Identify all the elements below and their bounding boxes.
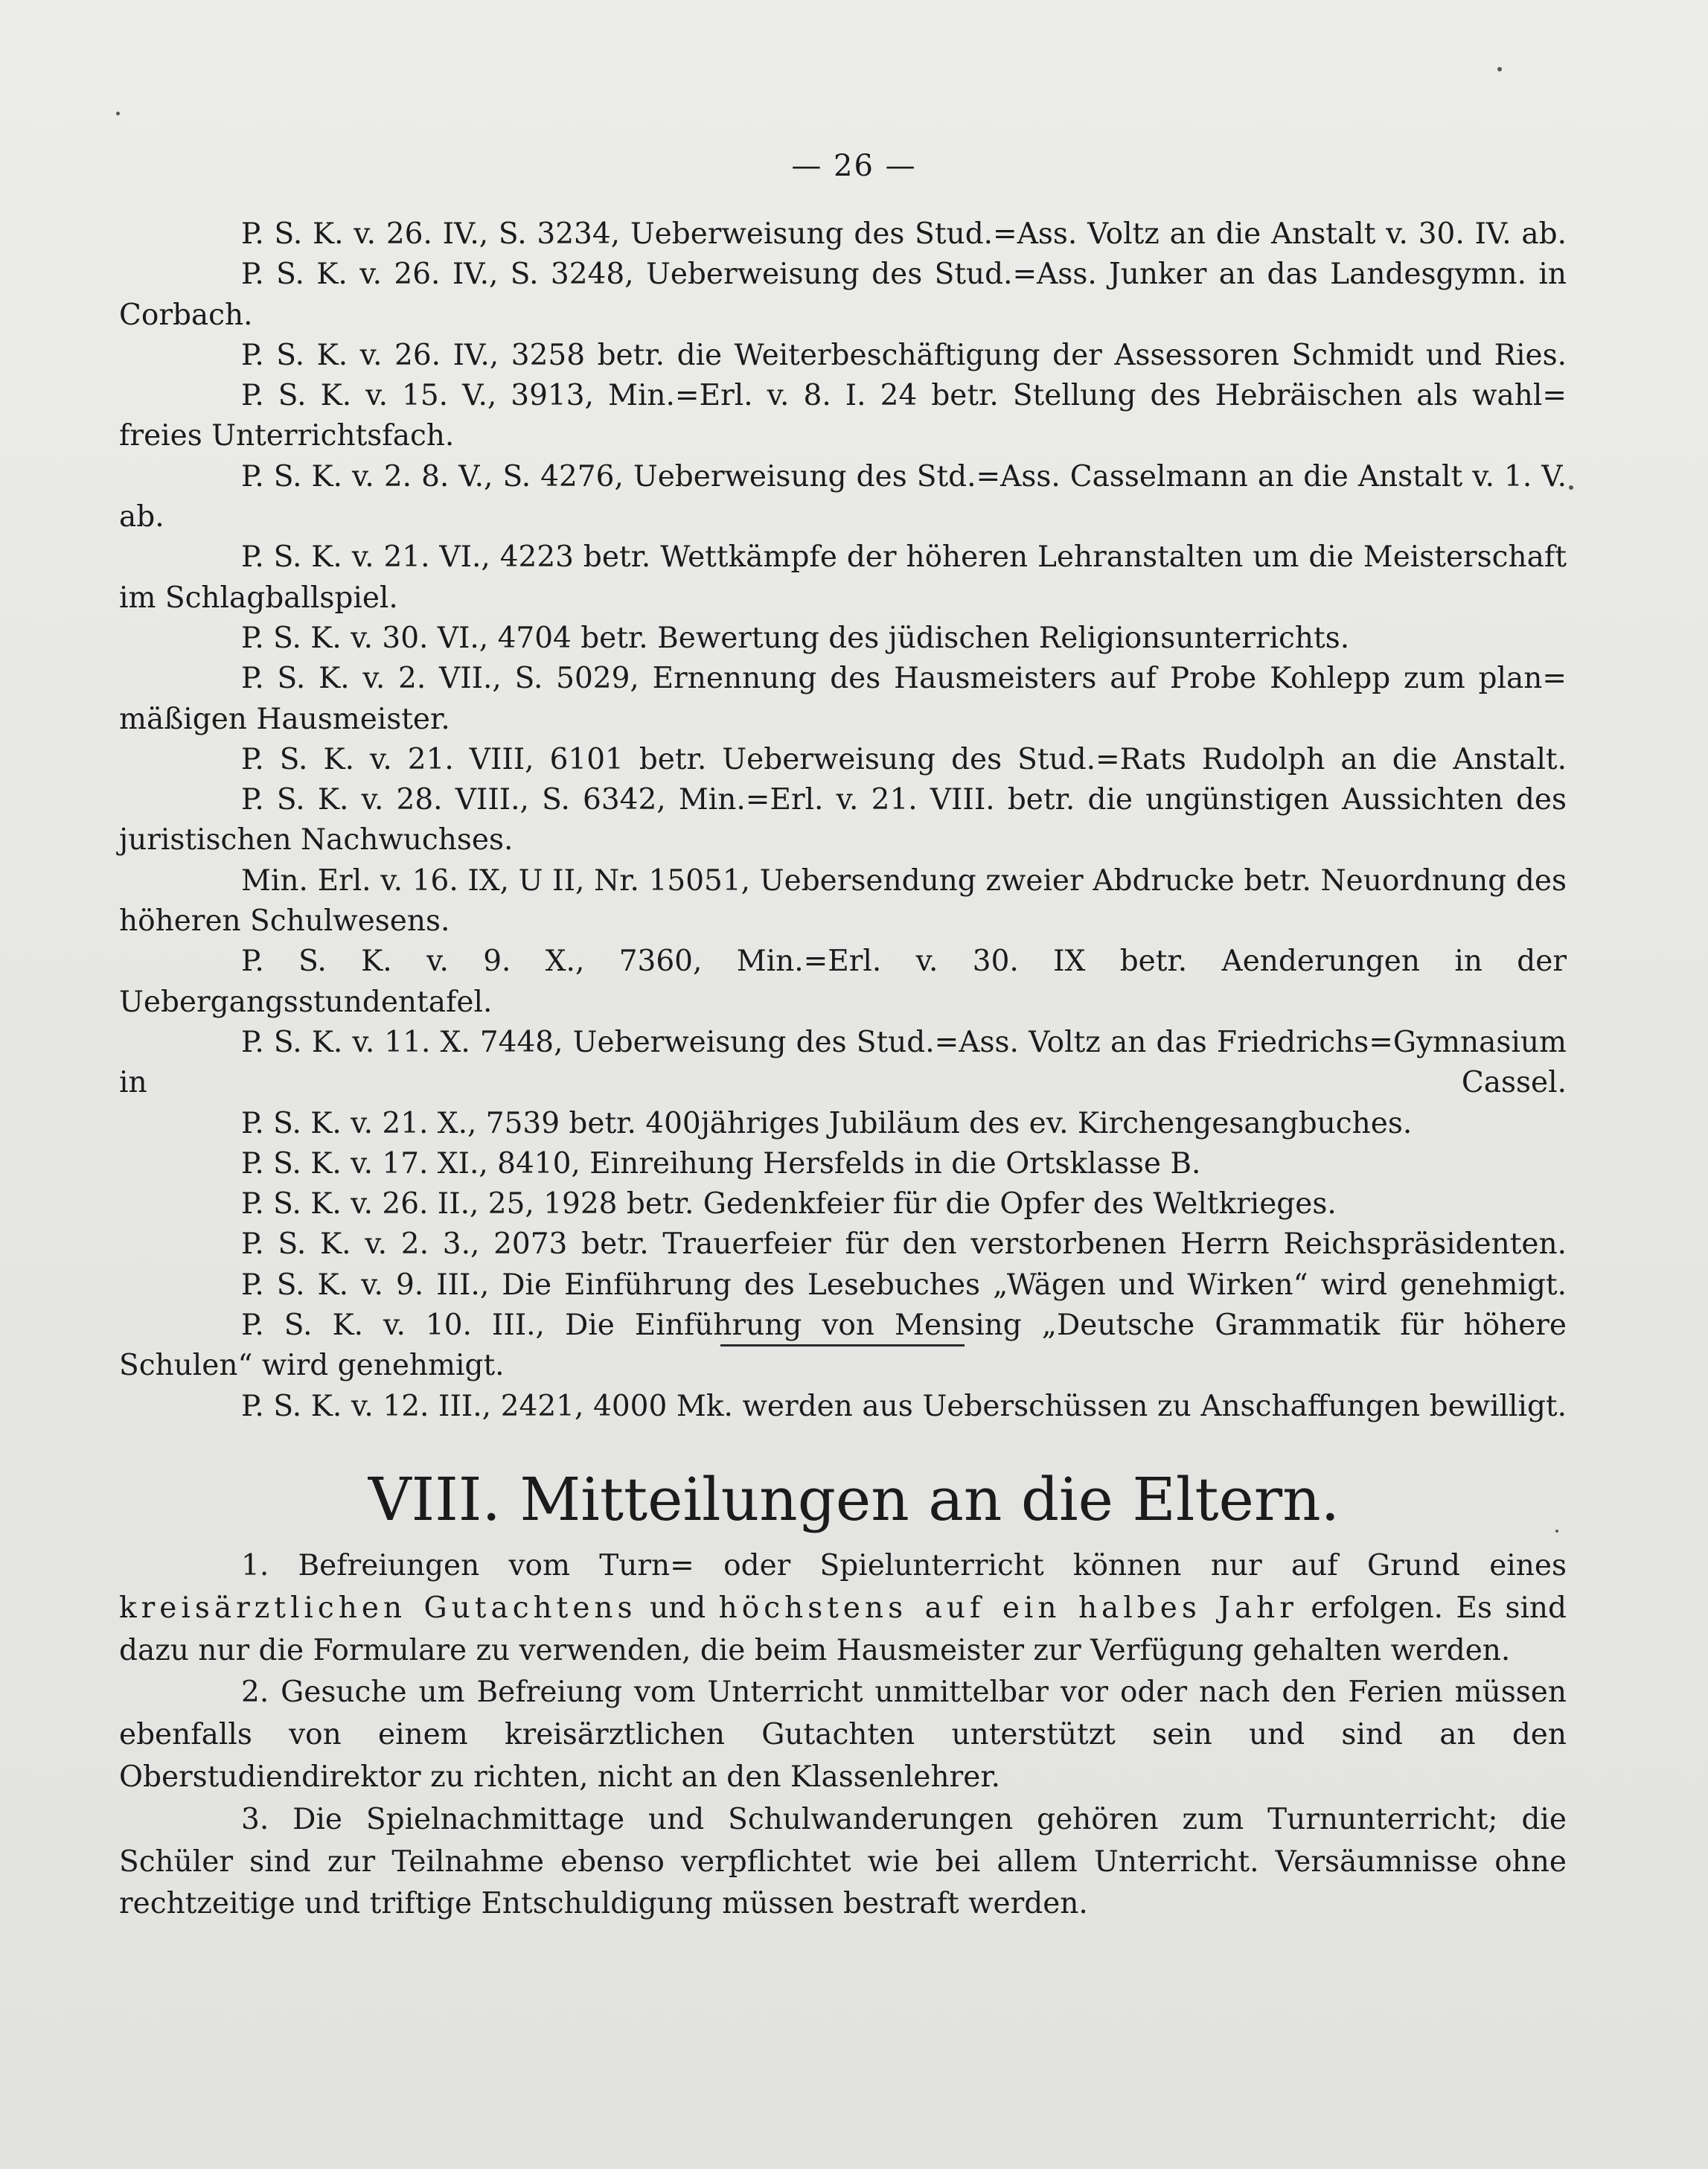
decree-entry: P. S. K. v. 15. V., 3913, Min.=Erl. v. 8. I. 24 betr. Stellung des Hebräischen als wahl= freies Unterrichtsfach.: [119, 379, 1567, 453]
decree-list: [119, 214, 1567, 1427]
section-divider: [720, 1344, 965, 1347]
notice-1-text-b: und: [636, 1591, 719, 1625]
paper-speck: [1569, 485, 1573, 490]
decree-entry: P. S. K. v. 9. X., 7360, Min.=Erl. v. 30. IX betr. Aenderungen in der Uebergangsstundentafel.: [119, 945, 1567, 1019]
notice-1-text-a: 1. Befreiungen vom Turn= oder Spielunterricht können nur auf Grund eines: [241, 1549, 1567, 1582]
notice-1-emphasis-b: höchstens auf ein halbes Jahr: [718, 1591, 1298, 1625]
decree-entry: P. S. K. v. 21. VI., 4223 betr. Wettkämpfe der höheren Lehranstalten um die Meisterschaft im Schlagballspiel.: [119, 540, 1567, 615]
paper-speck: [1555, 1530, 1558, 1533]
notice-1-emphasis-a: kreisärztlichen Gutachtens: [119, 1591, 637, 1625]
page-number: — 26 —: [791, 149, 917, 183]
notice-3: 3. Die Spielnachmittage und Schulwanderungen gehören zum Turnunterricht; die Schüler sind zur Teilnahme ebenso verpflichtet wie bei allem Unterricht. Versäumnisse ohne rechtzeitige und triftige Entschuldigung müssen bestraft werden.: [119, 1802, 1567, 1921]
decree-entry: P. S. K. v. 2. VII., S. 5029, Ernennung des Hausmeisters auf Probe Kohlepp zum plan= mäßigen Hausmeister.: [119, 662, 1567, 736]
decree-entry: P. S. K. v. 26. II., 25, 1928 betr. Gedenkfeier für die Opfer des Weltkrieges.: [241, 1187, 1337, 1221]
paper-speck: [1497, 67, 1502, 71]
notice-1: [119, 1545, 1567, 1672]
decree-entry: Min. Erl. v. 16. IX, U II, Nr. 15051, Uebersendung zweier Abdrucke betr. Neuordnung des höheren Schulwesens.: [119, 863, 1567, 939]
parent-notices: [119, 1545, 1567, 1926]
decree-entry: P. S. K. v. 21. X., 7539 betr. 400jähriges Jubiläum des ev. Kirchengesangbuches.: [241, 1106, 1413, 1140]
decree-entry: P. S. K. v. 2. 8. V., S. 4276, Ueberweisung des Std.=Ass. Casselmann an die Anstalt v. 1. V. ab.: [119, 459, 1567, 534]
decree-entry: P. S. K. v. 26. IV., S. 3234, Ueberweisung des Stud.=Ass. Voltz an die Anstalt v. 30. IV. ab.: [241, 217, 1567, 251]
decree-entry: P. S. K. v. 26. IV., S. 3248, Ueberweisung des Stud.=Ass. Junker an das Landesgymn. in Corbach.: [119, 258, 1567, 332]
paper-speck: [116, 112, 120, 115]
decree-entry: P. S. K. v. 26. IV., 3258 betr. die Weiterbeschäftigung der Assessoren Schmidt und Ries.: [241, 338, 1567, 372]
decree-entry: P. S. K. v. 28. VIII., S. 6342, Min.=Erl. v. 21. VIII. betr. die ungünstigen Aussichten des juristischen Nachwuchses.: [119, 783, 1567, 857]
decree-entry: P. S. K. v. 30. VI., 4704 betr. Bewertung des jüdischen Religionsunterrichts.: [241, 621, 1350, 655]
decree-entry: P. S. K. v. 11. X. 7448, Ueberweisung des Stud.=Ass. Voltz an das Friedrichs=Gymnasium in Cassel.: [119, 1025, 1567, 1100]
section-heading: VIII. Mitteilungen an die Eltern.: [368, 1465, 1340, 1534]
decree-entry: P. S. K. v. 2. 3., 2073 betr. Trauerfeier für den verstorbenen Herrn Reichspräsidenten.: [241, 1227, 1567, 1262]
decree-entry: P. S. K. v. 17. XI., 8410, Einreihung Hersfelds in die Ortsklasse B.: [241, 1146, 1201, 1181]
decree-entry: P. S. K. v. 10. III., Die Einführung von Mensing „Deutsche Grammatik für höhere Schulen“ wird genehmigt.: [119, 1309, 1567, 1383]
decree-entry: P. S. K. v. 21. VIII, 6101 betr. Ueberweisung des Stud.=Rats Rudolph an die Anstalt.: [241, 742, 1567, 776]
notice-1-text-c: erfolgen. Es sind dazu nur die Formulare zu verwenden, die beim Hausmeister zur Verfügung gehalten werden.: [119, 1591, 1567, 1667]
decree-entry: P. S. K. v. 9. III., Die Einführung des Lesebuches „Wägen und Wirken“ wird genehmigt.: [241, 1268, 1567, 1302]
decree-entry: P. S. K. v. 12. III., 2421, 4000 Mk. werden aus Ueberschüssen zu Anschaffungen bewilligt.: [241, 1389, 1567, 1423]
notice-2: 2. Gesuche um Befreiung vom Unterricht unmittelbar vor oder nach den Ferien müssen ebenfalls von einem kreisärztlichen Gutachten unterstützt sein und sind an den Oberstudiendirektor zu richten, nicht an den Klassenlehrer.: [119, 1676, 1567, 1794]
